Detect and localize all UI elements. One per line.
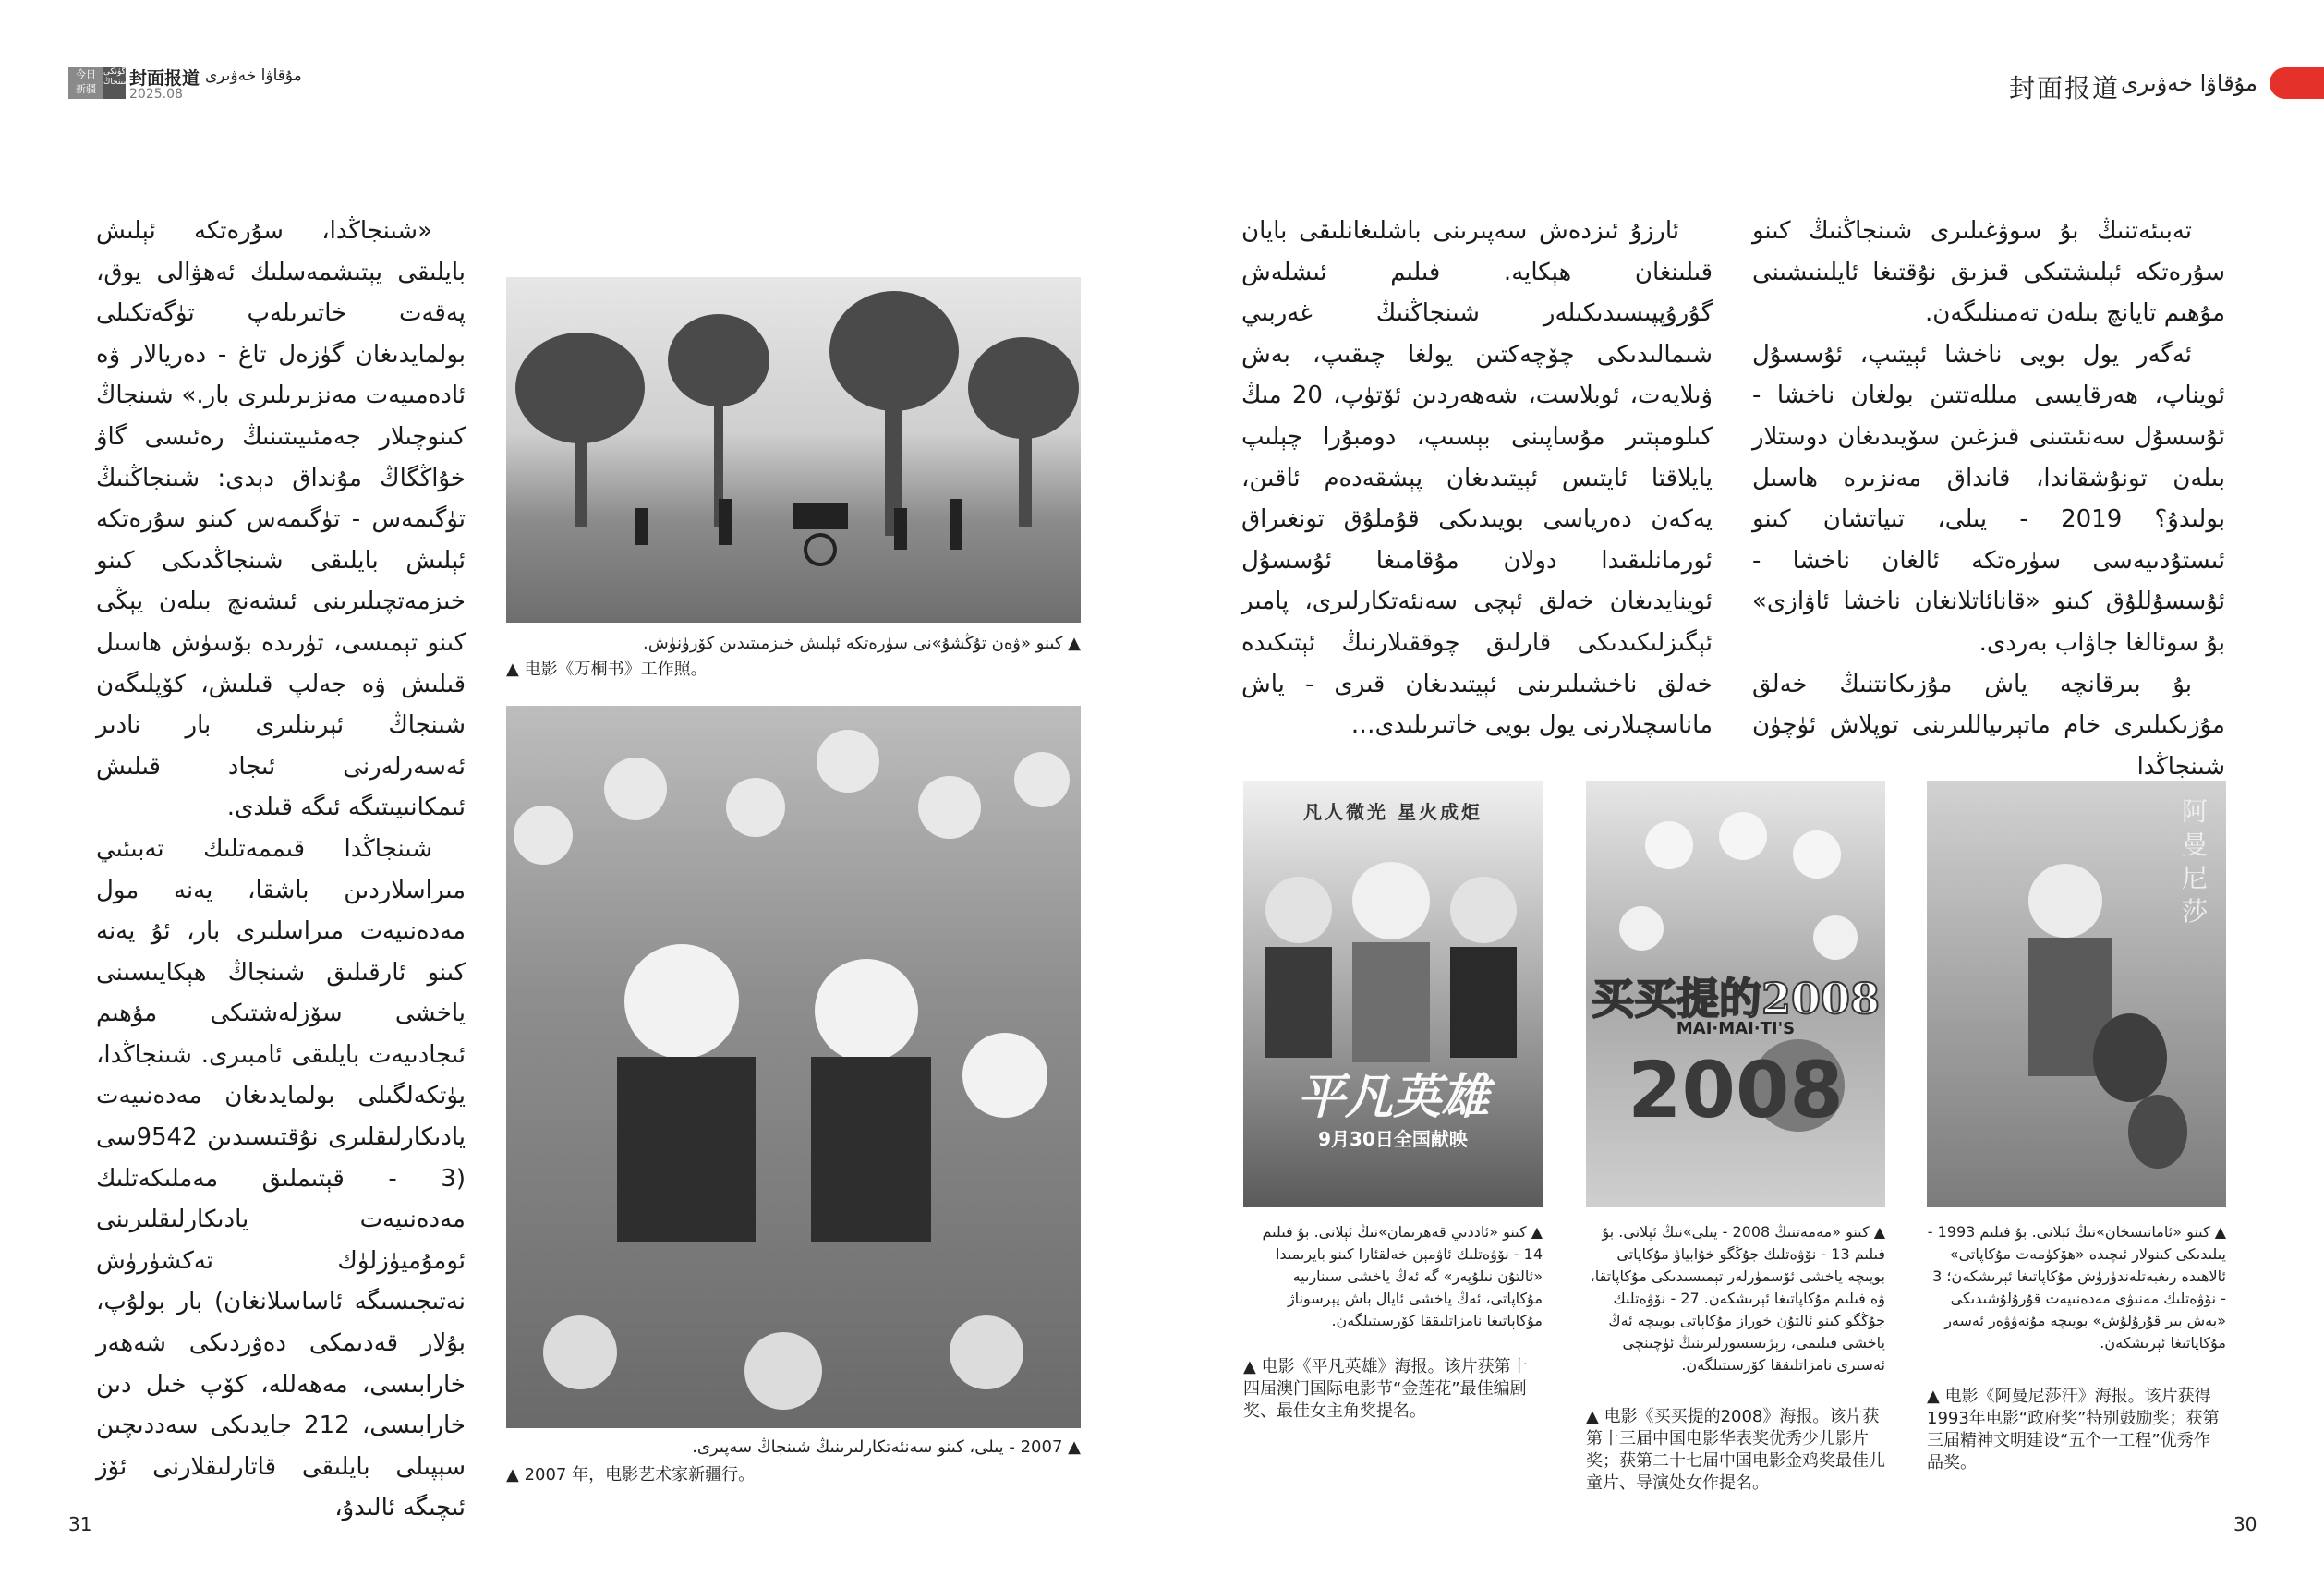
poster-pingfan-caption-zh: ▲ 电影《平凡英雄》海报。该片获第十四届澳门国际电影节“金莲花”最佳编剧奖、最佳女主角奖提名。 (1243, 1357, 1528, 1421)
magazine-logo (68, 67, 103, 99)
left-text-column (96, 211, 466, 1522)
poster-maimaiti-title: 买买提的2008 (1591, 974, 1881, 1024)
poster-maimaiti-subtitle: MAI·MAI·TI'S (1676, 1019, 1796, 1038)
section-title-ug-left: مۇقاۋا خەۋىرى (205, 67, 302, 85)
magazine-logo-ug: بۈگۈنكى شىنجاڭ (103, 67, 126, 99)
page-number-left: 31 (68, 1513, 92, 1535)
poster-pingfan-caption-ug: ▲ كىنو «ئاددىي قەھرىمان»نىڭ ئېلانى. بۇ فىلىم 14 - نۆۋەتلىك ئاۋمېن خەلقئارا كىنو بايرىمىدا «ئالتۇن نىلۇپەر» گە ئەڭ ياخشى سىنارىيە مۇكاپاتى، ئەڭ ياخشى ئايال باش پېرسوناژ مۇكاپاتىغا نامزاتلىققا كۆرسىتىلگەن. (1262, 1223, 1543, 1329)
logo-line1: 今日 (76, 68, 96, 80)
section-title-zh-left: 封面报道 (129, 68, 200, 89)
right-col2-paragraph-2: ئەگەر يول بويى ناخشا ئېيتىپ، ئۇسسۇل ئويناپ، ھەرقايسى مىللەتتىن بولغان ناخشا - ئۇسسۇل سەنئىتىنى قىزغىن سۆيىدىغان دوستلار بىلەن تونۇشقاندا، قانداق مەنزىرە ھاسىل بولىدۇ؟ 2019 - يىلى، تىياتشان كىنو ئىستۇدىيەسى سۈرەتكە ئالغان ناخشا - ئۇسسۇللۇق كىنو «قانائاتلانغان ناخشا ئاۋازى» بۇ سوئالغا جاۋاب بەردى. (1752, 340, 2225, 657)
poster-pingfan (1243, 781, 1543, 1207)
right-text-column-1 (1241, 211, 1713, 740)
crew-photo (506, 277, 1081, 623)
poster-pingfan-title: 平凡英雄 (1296, 1069, 1489, 1125)
poster-amannisa-title: 阿曼尼莎 (2181, 796, 2208, 927)
red-accent-tab (2270, 67, 2324, 99)
right-col2-paragraph-1: تەبىئەتنىڭ بۇ سوۋغىلىرى شىنجاڭنىڭ كىنو سۇرەتكە ئېلىشتىكى قىزىق نۇقتىغا ئايلىنىشىنى مۇھىم تايانچ بىلەن تەمىنلىگەن. (1752, 217, 2225, 328)
poster-maimaiti-caption-ug: ▲ كىنو «مەمەتنىڭ 2008 - يىلى»نىڭ ئېلانى. بۇ فىلىم 13 - نۆۋەتلىك جۇڭگو خۇابياۋ مۇكاپاتى بويىچە ياخشى ئۆسمۈرلەر تېمىسىدىكى مۇكاپاتقا، ۋە فىلىم مۇكاپاتىغا ئېرىشكەن. 27 - نۆۋەتلىك جۇڭگو كىنو ئالتۇن خوراز مۇكاپاتى بويىچە ئەڭ ياخشى فىلىمى، رېژىسسورلىرىنىڭ ئۈچىنچى ئەسىرى نامزاتلىققا كۆرسىتىلگەن. (1590, 1223, 1885, 1374)
right-col1-paragraph-1: ئارزۇ ئىزدەش سەپىرىنى باشلىغانلىقى بايان قىلىنغان ھېكايە. فىلىم ئىشلەش گۇرۇپپىسىدىكىلەر شىنجاڭنىڭ غەربىي شىمالىدىكى چۆچەكتىن يولغا چىقىپ، بەش ۋىلايەت، ئوبلاست، شەھەردىن ئۆتۈپ، 20 مىڭ كىلومېتىر مۇساپىنى بېسىپ، دومبۇرا چېلىپ يايلاقتا ئايتىس ئېيتىدىغان پېشقەدەم ئاقىن، يەكەن دەرياسى بويىدىكى قۇملۇق تونغىراق ئورمانلىقىدا دولان مۇقامىغا ئۇسسۇل ئوينايدىغان خەلق ئېچى سەنئەتكارلىرى، پامىر ئېگىزلىكىدىكى قارلىق چوققىلارنىڭ ئېتىكىدە خەلق ناخشىلىرىنى ئېيتىدىغان قىرى - ياش ماناسچىلارنى يول بويى خاتىرىلىدى… (1241, 217, 1713, 740)
section-title-ug-right: مۇقاۋا خەۋىرى (2121, 70, 2257, 96)
poster-amannisa-caption-zh: ▲ 电影《阿曼尼莎汗》海报。该片获得1993年电影“政府奖”特别鼓励奖；获第三届精神文明建设“五个一工程”优秀作品奖。 (1927, 1387, 2220, 1473)
poster-pingfan-slogan: 凡人微光 星火成炬 (1303, 801, 1483, 823)
logo-line2: 新疆 (76, 83, 96, 95)
poster-amannisa (1927, 781, 2226, 1207)
left-paragraph-2: شىنجاڭدا قىممەتلىك تەبىئىي مىراسلاردىن باشقا، يەنە مول مەدەنىيەت مىراسلىرى بار، ئۇ يەنە كىنو ئارقىلىق شىنجاڭ ھېكايىسىنى ياخشى سۆزلەشتىكى مۇھىم ئىجادىيەت بايلىقى ئامبىرى. شىنجاڭدا، يۈتكەلگىلى بولمايدىغان مەدەنىيەت يادىكارلىقلىرى نۇقتىسىدىن 9542سى (3 - قېتىملىق مەملىكەتلىك مەدەنىيەت يادىكارلىقلىرىنى ئومۇميۈزلۈك تەكشۈرۈش نەتىجىسىگە ئاساسلانغان) بار بولۇپ، بۇلار قەدىمكى دەۋردىكى شەھەر خارابىسى، مەھەللە، كۆپ خىل دىن خارابىسى، 212 جايدىكى سەددىچىن سېپىلى بايلىقى قاتارلىقلارنى ئۆز ئىچىگە ئالىدۇ، (96, 834, 466, 1522)
artists-photo-illustration (506, 706, 1081, 1428)
artists-photo-caption-zh: ▲ 2007 年，电影艺术家新疆行。 (506, 1465, 756, 1485)
poster-maimaiti-year: 2008 (1628, 1045, 1844, 1135)
left-paragraph-1: «شىنجاڭدا، سۇرەتكە ئېلىش بايلىقى يېتىشمەسلىك ئەھۋالى يوق، پەقەت خاتىرىلەپ تۈگەتكىلى بولمايدىغان گۈزەل تاغ - دەريالار ۋە ئادەمىيەت مەنزىرىلىرى بار.» شىنجاڭ كىنوچىلار جەمئىيىتىنىڭ رەئىسى گاۋ خۇاڭگاڭ مۇنداق دېدى: شىنجاڭنىڭ تۈگىمەس - تۈگىمەس كىنو سۇرەتكە ئېلىش بايلىقى شىنجاڭدىكى كىنو خىزمەتچىلىرىنى ئىشەنچ بىلەن يېڭى كىنو تېمىسى، تۈرىدە بۆسۈش ھاسىل قىلىش ۋە جەلپ قىلىش، كۆپلىگەن شىنجاڭ ئېرىنلىرى بار نادىر ئەسەرلەرنى ئىجاد قىلىش ئىمكانىيىتىگە ئىگە قىلدى. (96, 217, 466, 822)
crew-photo-illustration (506, 277, 1081, 623)
crew-photo-caption-zh: ▲ 电影《万桐书》工作照。 (506, 660, 708, 679)
right-text-column-2 (1752, 211, 2225, 781)
page-number-right: 30 (2233, 1513, 2257, 1535)
poster-pingfan-date: 9月30日全国献映 (1318, 1128, 1468, 1150)
right-col2-paragraph-3: بۇ بىرقانچە ياش مۇزىكانتنىڭ خەلق مۇزىكىلىرى خام ماتېرىياللىرىنى توپلاش ئۈچۈن شىنجاڭدا (1752, 670, 2225, 781)
issue-number: 2025.08 (129, 87, 183, 102)
poster-maimaiti (1586, 781, 1885, 1207)
artists-photo-caption-ug: ▲ 2007 - يىلى، كىنو سەنئەتكارلىرىنىڭ شىنجاڭ سەپىرى. (692, 1437, 1081, 1457)
crew-photo-caption-ug: ▲ كىنو «ۋەن تۇڭشۇ»نى سۈرەتكە ئېلىش خىزمىتىدىن كۆرۈنۈش. (643, 634, 1081, 653)
poster-maimaiti-caption-zh: ▲ 电影《买买提的2008》海报。该片获第十三届中国电影华表奖优秀少儿影片奖；获第二十七届中国电影金鸡奖最佳儿童片、导演处女作提名。 (1586, 1407, 1885, 1493)
section-title-zh-right: 封面报道 (2009, 73, 2121, 103)
poster-amannisa-caption-ug: ▲ كىنو «ئامانىسخان»نىڭ ئېلانى. بۇ فىلىم 1993 - يىلىدىكى كىنولار ئىچىدە «ھۆكۈمەت مۇكاپاتى» ئالاھىدە رىغبەتلەندۈرۈش مۇكاپاتىغا ئېرىشكەن؛ 3 - نۆۋەتلىك مەنىۋى مەدەنىيەت قۇرۇلۇشىدىكى «بەش بىر قۇرۇلۇش» بويىچە مۇنەۋۋەر ئەسەر مۇكاپاتىغا ئېرىشكەن. (1927, 1223, 2226, 1352)
artists-photo (506, 706, 1081, 1428)
